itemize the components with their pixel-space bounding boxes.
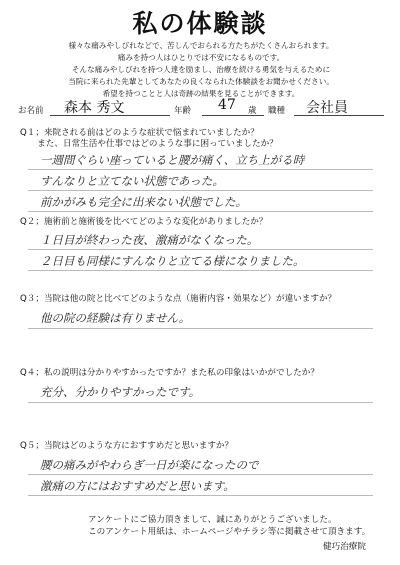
question-1 [20,128,390,150]
question-5 [20,441,390,452]
answer-line: 激痛の方にはおすすめだと思います。 [40,479,235,493]
answer-line: １日目が終わった夜、激痛がなくなった。 [40,233,259,247]
answer-rule [28,495,373,496]
job-label: 職種 [268,106,286,116]
answer-rule [28,211,373,212]
answer-5 [40,455,375,497]
answer-rule [28,169,373,170]
respondent-info [18,97,388,116]
intro-line: そんな痛みやしびれを持つ人達を励まし、治療を続ける勇気を与えるために [71,65,331,74]
age-value: 47 [218,97,236,113]
question-line: また、日常生活や仕事ではどのような事に困っていましたか？ [20,139,278,149]
question-line: Q５；当院はどのような方におすすめだと思いますか？ [20,441,234,451]
answer-3 [40,308,375,329]
question-4 [20,368,390,379]
intro-line: 痛みを持つ人はひとりでは不安になるものです。 [117,53,285,62]
question-3 [20,294,390,305]
page-title: 私の体験談 [132,9,268,38]
answer-line: ２日目も同様にすんなりと立てる様になりました。 [40,254,305,268]
clinic-name: 健巧治療院 [323,542,366,552]
question-2 [20,217,390,228]
answer-line: 一週間ぐらい座っていると腰が痛く、立ち上がる時 [40,153,305,167]
answer-rule [28,402,373,403]
footer-line: アンケートにご協力頂きまして、誠にありがとうございました。 [88,515,337,525]
age-label: 年齢 [174,106,192,116]
answer-rule [28,190,373,191]
answer-rule [28,328,373,329]
answer-line: 前かがみも完全に出来ない状態でした。 [40,195,247,209]
question-line: Q１；来院される前はどのような症状で悩まれていましたか？ [20,128,259,138]
answer-line: 充分、分かりやすかったです。 [40,385,201,399]
question-line: Q３；当院は他の院と比べてどのような点（施術内容・効果など）が違いますか？ [20,294,337,304]
answer-line: すんなりと立てない状態であった。 [40,174,224,188]
footer-line: このアンケート用紙は、ホームページやチラシ等に掲載させて頂きます。 [88,527,371,537]
job-value: 会社員 [306,100,348,116]
name-value: 森本 秀文 [64,100,125,116]
name-label: お名前 [18,106,44,116]
answer-line: 腰の痛みがやわらぎ一日が楽になったので [40,458,259,472]
answer-rule [28,474,373,475]
intro-text [20,40,382,100]
question-line: Q４；私の説明は分かりやすかったですか？また私の印象はいかがでしたか？ [20,368,319,378]
answer-line: 他の院の経験は有りません。 [40,311,191,325]
age-unit: 歳 [248,106,257,116]
answer-rule [28,249,373,250]
intro-line: 様々な痛みやしびれなどで、苦しんでおられる方たちがたくさんおられます。 [68,41,334,50]
answer-1 [40,150,375,213]
intro-line: 希望を持つことと人は奇跡の結果を見ることができます。 [102,89,300,98]
answer-rule [28,270,373,271]
question-line: Q２；施術前と施術後を比べてどのような変化がありましたか？ [20,217,268,227]
answer-4 [40,382,375,403]
footer-thanks [88,514,370,538]
answer-2 [40,230,375,272]
intro-line: 当院に来られた先輩としてあなたの良くなられた体験談をお聞かせください。 [68,77,334,86]
